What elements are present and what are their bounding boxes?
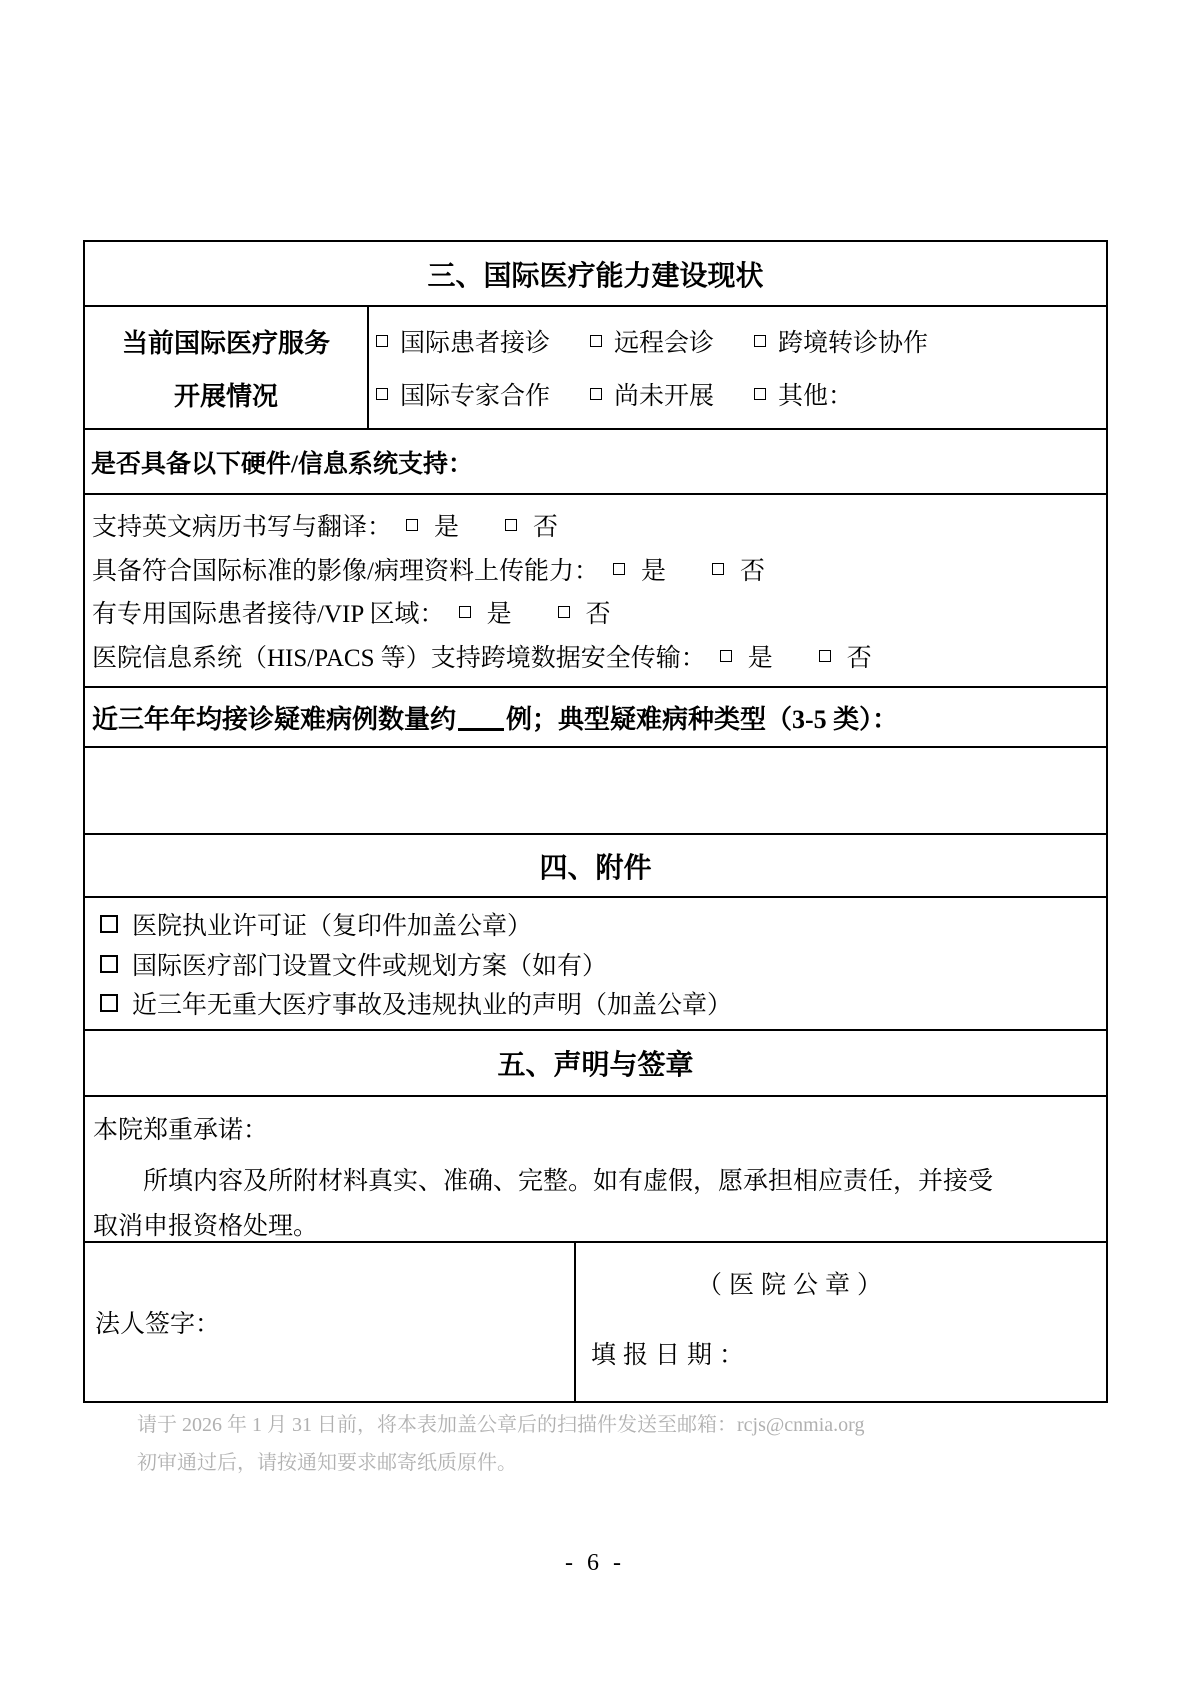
service-option-label: 国际患者接诊 bbox=[400, 330, 551, 358]
checkbox-icon[interactable] bbox=[613, 563, 625, 575]
service-label-line2: 开展情况 bbox=[173, 381, 278, 411]
service-option-international-patients bbox=[376, 323, 550, 359]
attachment-item-no-accident-statement bbox=[85, 985, 1106, 1021]
attachment-item-label: 医院执业许可证（复印件加盖公章） bbox=[132, 912, 533, 940]
submission-note-line2: 初审通过后，请按通知要求邮寄纸质原件。 bbox=[137, 1452, 517, 1474]
declaration-promise-body: 所填内容及所附材料真实、准确、完整。如有虚假，愿承担相应责任，并接受取消申报资格处理。 bbox=[93, 1168, 994, 1240]
checkbox-icon[interactable] bbox=[100, 955, 118, 973]
legal-signature-label: 法人签字： bbox=[95, 1311, 221, 1338]
difficult-cases-fill-area[interactable] bbox=[85, 748, 1106, 835]
service-option-label: 远程会诊 bbox=[614, 330, 715, 358]
service-option-not-started bbox=[590, 376, 714, 412]
checkbox-icon[interactable] bbox=[100, 915, 118, 933]
declaration-promise-title: 本院郑重承诺： bbox=[93, 1117, 269, 1144]
checkbox-icon[interactable] bbox=[590, 335, 602, 347]
no-label: 否 bbox=[585, 601, 611, 629]
service-option-label: 其他： bbox=[778, 382, 854, 410]
attachments-body bbox=[85, 898, 1106, 1031]
submission-note-line1: 请于 2026 年 1 月 31 日前，将本表加盖公章后的扫描件发送至邮箱：rcjs@cnmia.org bbox=[137, 1414, 865, 1436]
service-status-row bbox=[85, 307, 1106, 430]
section4-header-row bbox=[85, 835, 1106, 898]
hardware-support-header-row bbox=[85, 430, 1106, 495]
service-options-cell bbox=[369, 307, 1106, 428]
service-options-line2 bbox=[376, 376, 1106, 412]
hardware-support-header: 是否具备以下硬件/信息系统支持： bbox=[91, 450, 473, 478]
legal-signature-cell bbox=[85, 1243, 576, 1401]
yes-label: 是 bbox=[640, 557, 666, 585]
hospital-seal-label: （医院公章） bbox=[696, 1272, 889, 1299]
declaration-row bbox=[85, 1097, 1106, 1243]
checkbox-icon[interactable] bbox=[100, 994, 118, 1012]
service-option-label: 跨境转诊协作 bbox=[778, 330, 929, 358]
section5-title: 五、声明与签章 bbox=[497, 1049, 694, 1080]
yes-label: 是 bbox=[486, 601, 512, 629]
section3-header-row bbox=[85, 242, 1106, 307]
hardware-item-imaging-upload bbox=[85, 551, 1106, 587]
service-option-label: 国际专家合作 bbox=[400, 382, 551, 410]
blank-underline-field[interactable] bbox=[458, 704, 504, 731]
no-label: 否 bbox=[739, 557, 765, 585]
checkbox-icon[interactable] bbox=[406, 519, 418, 531]
hardware-item-english-records bbox=[85, 507, 1106, 543]
service-options-line1 bbox=[376, 323, 1106, 359]
application-form-table bbox=[83, 240, 1108, 1403]
hardware-item-label: 支持英文病历书写与翻译： bbox=[92, 513, 393, 541]
checkbox-icon[interactable] bbox=[720, 650, 732, 662]
hardware-support-body bbox=[85, 495, 1106, 688]
hardware-item-label: 具备符合国际标准的影像/病理资料上传能力： bbox=[92, 557, 599, 585]
section5-header-row bbox=[85, 1031, 1106, 1097]
seal-date-cell bbox=[576, 1243, 1106, 1401]
filing-date-label: 填报日期： bbox=[591, 1342, 752, 1369]
checkbox-icon[interactable] bbox=[590, 388, 602, 400]
checkbox-icon[interactable] bbox=[754, 335, 766, 347]
attachment-item-label: 国际医疗部门设置文件或规划方案（如有） bbox=[132, 952, 608, 980]
section3-title: 三、国际医疗能力建设现状 bbox=[427, 259, 764, 291]
checkbox-icon[interactable] bbox=[754, 388, 766, 400]
checkbox-icon[interactable] bbox=[505, 519, 517, 531]
checkbox-icon[interactable] bbox=[558, 606, 570, 618]
checkbox-icon[interactable] bbox=[459, 606, 471, 618]
service-option-expert-cooperation bbox=[376, 376, 550, 412]
difficult-cases-row bbox=[85, 688, 1106, 748]
attachment-item-department-plan bbox=[85, 946, 1106, 982]
service-option-other bbox=[754, 376, 853, 412]
yes-label: 是 bbox=[747, 645, 773, 673]
hardware-item-his-pacs bbox=[85, 638, 1106, 674]
hardware-item-vip-area bbox=[85, 594, 1106, 630]
service-label-line1: 当前国际医疗服务 bbox=[121, 328, 330, 358]
no-label: 否 bbox=[533, 513, 559, 541]
checkbox-icon[interactable] bbox=[376, 335, 388, 347]
yes-label: 是 bbox=[434, 513, 460, 541]
difficult-cases-prefix: 近三年年均接诊疑难病例数量约 bbox=[92, 704, 457, 734]
attachment-item-label: 近三年无重大医疗事故及违规执业的声明（加盖公章） bbox=[132, 992, 733, 1020]
checkbox-icon[interactable] bbox=[819, 650, 831, 662]
service-option-cross-border-referral bbox=[754, 323, 928, 359]
hardware-item-label: 医院信息系统（HIS/PACS 等）支持跨境数据安全传输： bbox=[92, 645, 706, 673]
difficult-cases-suffix: 例；典型疑难病种类型（3-5 类）： bbox=[506, 704, 899, 734]
checkbox-icon[interactable] bbox=[712, 563, 724, 575]
hardware-item-label: 有专用国际患者接待/VIP 区域： bbox=[92, 601, 445, 629]
service-option-remote-consultation bbox=[590, 323, 714, 359]
service-label-cell bbox=[85, 307, 369, 428]
signature-row bbox=[85, 1243, 1106, 1401]
submission-note bbox=[137, 1406, 864, 1482]
service-option-label: 尚未开展 bbox=[614, 382, 715, 410]
checkbox-icon[interactable] bbox=[376, 388, 388, 400]
page-number: - 6 - bbox=[565, 1550, 625, 1576]
section4-title: 四、附件 bbox=[539, 851, 652, 883]
attachment-item-license bbox=[85, 906, 1106, 942]
no-label: 否 bbox=[846, 645, 872, 673]
